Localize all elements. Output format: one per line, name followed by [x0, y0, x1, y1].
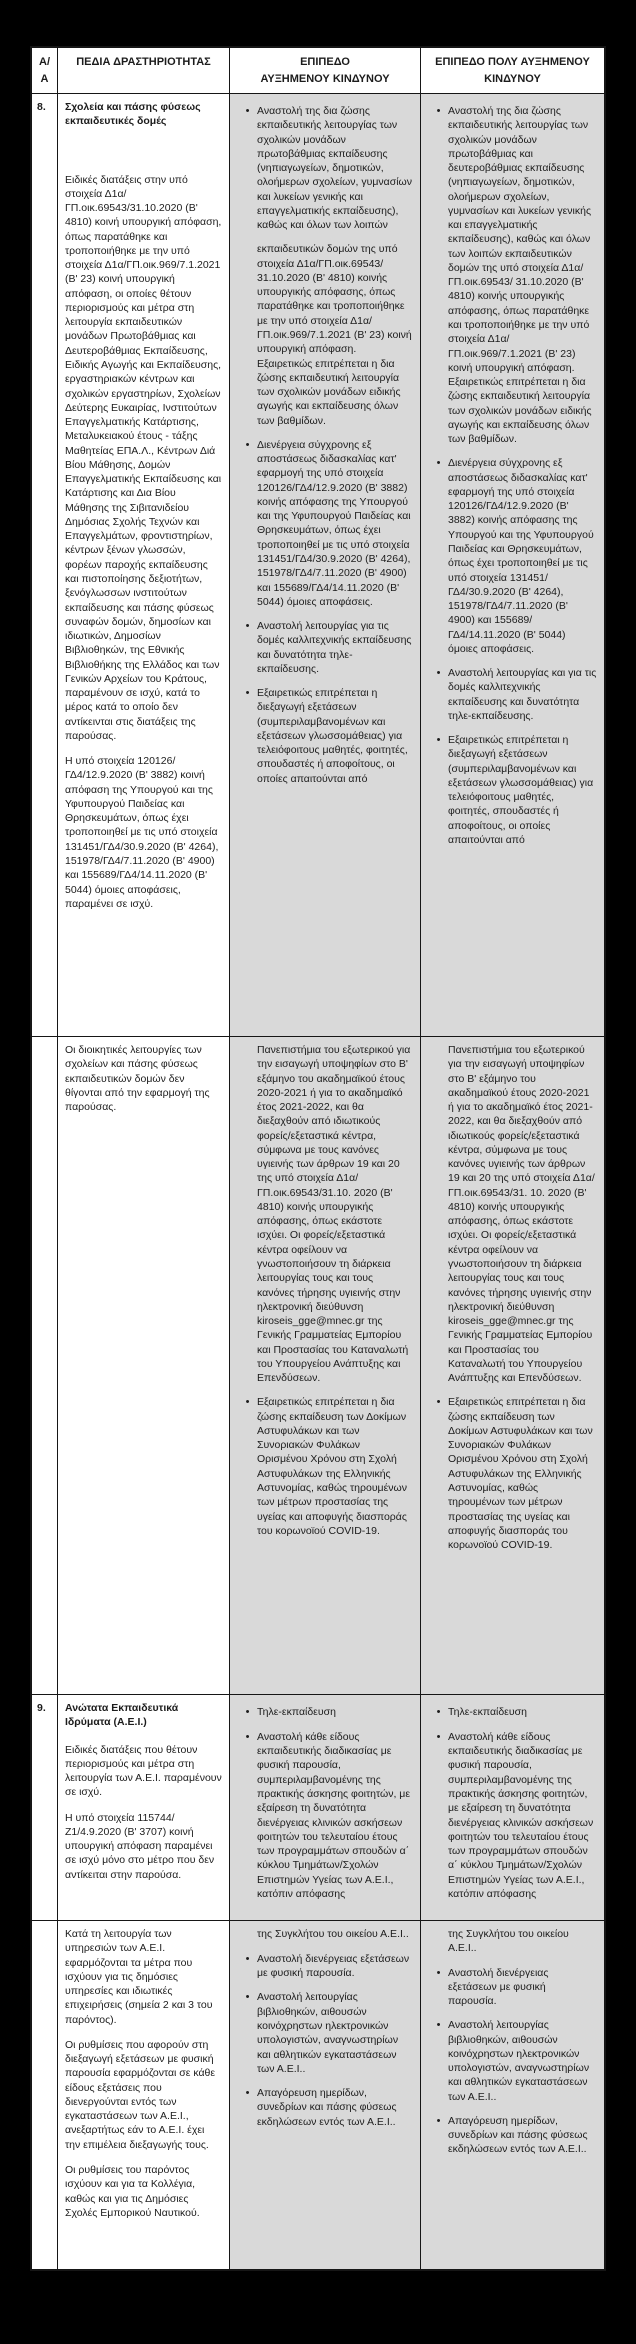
row9-sub-increased-risk-cell	[230, 1921, 421, 2269]
bullet-text: Αναστολή λειτουργίας και για τις δομές καλλιτεχνικής εκπαίδευσης και δυνατότητα τηλε-εκπαίδευσης.	[448, 667, 597, 722]
bullet-text: εκπαιδευτικών δομών της υπό στοιχεία Δ1α/ΓΠ.οικ.69543/ 31.10.2020 (Β' 4810) κοινής υπουργικής απόφασης, όπως παρατάθηκε και τροποποιήθηκε με την υπό στοιχεία Δ1α/ΓΠ.οικ.969/7.1.2021 (Β' 23) κοινή υπουργική απόφαση. Εξαιρετικώς επιτρέπεται η δια ζώσης εκπαιδευτική λειτουργία των σχολικών μονάδων ειδικής αγωγής και εκπαίδευσης όλων των βαθμίδων.	[257, 243, 412, 427]
bullet-text: Απαγόρευση ημερίδων, συνεδρίων και πάσης φύσεως εκδηλώσεων εντός των Α.Ε.Ι..	[448, 2114, 588, 2156]
bullet-item	[238, 1705, 413, 1720]
bullet-item	[429, 733, 597, 847]
bullet-item	[238, 104, 413, 232]
bullet-text: Απαγόρευση ημερίδων, συνεδρίων και πάσης φύσεως εκδηλώσεων εντός των Α.Ε.Ι..	[257, 2087, 397, 2128]
row8-very-increased-risk-cell	[421, 94, 604, 1037]
row8-sub-activity-cell	[58, 1037, 230, 1695]
row8-activity-title: Σχολεία και πάσης φύσεως εκπαιδευτικές δομές	[65, 101, 201, 128]
bullet-continuation	[238, 1043, 413, 1385]
row9-activity-cell	[58, 1695, 230, 1921]
bullet-item	[429, 104, 597, 446]
header-cell-activity-fields	[58, 48, 230, 94]
bullet-icon: •	[436, 105, 441, 117]
bullet-icon: •	[245, 2087, 250, 2100]
risk-levels-table	[30, 46, 606, 2271]
row8-number: 8.	[37, 101, 46, 113]
bullet-icon: •	[245, 438, 250, 451]
bullet-item	[429, 1966, 597, 2009]
row9-sub-activity-paragraph: Κατά τη λειτουργία των υπηρεσιών των Α.Ε.Ι. εφαρμόζονται τα μέτρα που ισχύουν για τις δημόσιες υπηρεσίες και ιδιωτικές επιχειρήσεις (σημεία 2 και 3 του παρόντος).	[65, 1928, 213, 2026]
bullet-item	[238, 619, 413, 676]
bullet-icon: •	[245, 1396, 250, 1409]
bullet-icon: •	[245, 1730, 250, 1743]
bullet-text: Πανεπιστήμια του εξωτερικού για την εισαγωγή υποψηφίων στο Β' εξάμηνο του ακαδημαϊκού έτους 2020-2021 ή για το ακαδημαϊκό έτος 2021-2022, και θα διεξαχθούν από ιδιωτικούς φορείς/εξεταστικά κέντρα, σύμφωνα με τους κανόνες υγιεινής των άρθρων 19 και 20 της υπό στοιχεία Δ1α/ΓΠ.οικ.69543/31. 10. 2020 (Β' 4810) κοινής υπουργικής απόφασης, όπως εκάστοτε ισχύει. Οι φορείς/εξεταστικά κέντρα οφείλουν να γνωστοποιήσουν τη διάρκεια λειτουργίας τους και τους κανόνες τήρησης υγιεινής στην ηλεκτρονική διεύθυνση kiroseis_gge@mnec.gr της Γενικής Γραμματείας Εμπορίου και Προστασίας του Καταναλωτή του Υπουργείου Ανάπτυξης και Επενδύσεων.	[448, 1044, 595, 1385]
bullet-icon: •	[436, 734, 441, 747]
bullet-text: Τηλε-εκπαίδευση	[257, 1706, 336, 1718]
bullet-icon: •	[245, 687, 250, 700]
header-cell-aa	[32, 48, 58, 94]
bullet-continuation	[429, 1043, 597, 1385]
bullet-icon: •	[245, 1706, 250, 1718]
bullet-text: Αναστολή κάθε είδους εκπαιδευτικής διαδικασίας με φυσική παρουσία, συμπεριλαμβανομένης της πρακτικής άσκησης φοιτητών, με εξαίρεση τη δυνατότητα διενέργειας κλινικών ασκήσεων φοιτητών του τελευταίου έτους των προγραμμάτων σπουδών α΄ κύκλου Τμημάτων/Σχολών Επιστημών Υγείας των Α.Ε.Ι., κατόπιν απόφασης	[257, 1730, 411, 1900]
bullet-text: της Συγκλήτου του οικείου Α.Ε.Ι..	[257, 1928, 409, 1940]
bullet-icon: •	[245, 620, 250, 633]
bullet-text: Εξαιρετικώς επιτρέπεται η διεξαγωγή εξετάσεων (συμπεριλαμβανομένων και εξετάσεων γλωσσομάθειας) για τελειόφοιτους μαθητές, φοιτητές, σπουδαστές ή αποφοίτους, οι οποίες απαιτούνται από	[448, 734, 594, 847]
row8-activity-cell	[58, 94, 230, 1037]
bullet-text: Πανεπιστήμια του εξωτερικού για την εισαγωγή υποψηφίων στο Β' εξάμηνο του ακαδημαϊκού έτους 2020-2021 ή για το ακαδημαϊκό έτος 2021-2022, και θα διεξαχθούν από ιδιωτικούς φορείς/εξεταστικά κέντρα, σύμφωνα με τους κανόνες υγιεινής των άρθρων 19 και 20 της υπό στοιχεία Δ1α/ΓΠ.οικ.69543/31.10. 2020 (Β' 4810) κοινής υπουργικής απόφασης, όπως εκάστοτε ισχύει. Οι φορείς/εξεταστικά κέντρα οφείλουν να γνωστοποιήσουν τη διάρκεια λειτουργίας τους και τους κανόνες τήρησης υγιεινής στην ηλεκτρονική διεύθυνση kiroseis_gge@mnec.gr της Γενικής Γραμματείας Εμπορίου και Προστασίας του Καταναλωτή του Υπουργείου Ανάπτυξης και Επενδύσεων.	[257, 1044, 411, 1385]
row9-sub-very-increased-risk-cell	[421, 1921, 604, 2269]
header-label-increased-risk-line1: ΕΠΙΠΕΔΟ	[300, 56, 350, 68]
bullet-text: Αναστολή διενέργειας εξετάσεων με φυσική παρουσία.	[257, 1952, 410, 1980]
bullet-text: Αναστολή διενέργειας εξετάσεων με φυσική παρουσία.	[448, 1966, 549, 2008]
bullet-icon: •	[436, 667, 441, 680]
bullet-text: Διενέργεια σύγχρονης εξ αποστάσεως διδασκαλίας κατ' εφαρμογή της υπό στοιχεία 120126/ΓΔ4/12.9.2020 (Β' 3882) κοινής απόφασης της Υπουργού και της Υφυπουργού Παιδείας και Θρησκευμάτων, όπως έχει τροποποιηθεί με τις υπό στοιχεία 131451/ΓΔ4/30.9.2020 (Β' 4264), 151978/ΓΔ4/7.11.2020 (Β' 4900) και 155689/ΓΔ4/14.11.2020 (Β' 5044) όμοιες αποφάσεις.	[448, 457, 594, 655]
bullet-text: Εξαιρετικώς επιτρέπεται η διεξαγωγή εξετάσεων (συμπεριλαμβανομένων και εξετάσεων γλωσσομάθειας) για τελειόφοιτους μαθητές, φοιτητές, σπουδαστές ή αποφοίτους, οι οποίες απαιτούνται από	[257, 687, 408, 785]
bullet-icon: •	[436, 1966, 441, 1979]
bullet-item	[238, 686, 413, 786]
row9-increased-risk-cell	[230, 1695, 421, 1921]
bullet-icon: •	[436, 457, 441, 470]
row8-increased-risk-cell	[230, 94, 421, 1037]
bullet-text: Αναστολή λειτουργίας για τις δομές καλλιτεχνικής εκπαίδευσης και δυνατότητα τηλε-εκπαίδευσης.	[257, 620, 412, 675]
row8-sub-increased-risk-cell	[230, 1037, 421, 1695]
bullet-icon: •	[245, 1991, 250, 2004]
header-label-very-increased-risk-line1: ΕΠΙΠΕΔΟ ΠΟΛΥ ΑΥΞΗΜΕΝΟΥ	[435, 56, 590, 68]
bullet-text: Αναστολή της δια ζώσης εκπαιδευτικής λειτουργίας των σχολικών μονάδων πρωτοβάθμιας και δευτεροβάθμιας εκπαίδευσης (νηπιαγωγείων, δημοτικών, ολοήμερων σχολείων, γυμνασίων και λυκείων γενικής και επαγγελματικής εκπαίδευσης), καθώς και όλων των λοιπών εκπαιδευτικών δομών της υπό στοιχεία Δ1α/ΓΠ.οικ.69543/ 31.10.2020 (Β' 4810) κοινής υπουργικής απόφασης, όπως παρατάθηκε και τροποποιήθηκε με την υπό στοιχεία Δ1α/ΓΠ.οικ.969/7.1.2021 (Β' 23) κοινή υπουργική απόφαση. Εξαιρετικώς επιτρέπεται η δια ζώσης εκπαιδευτική λειτουργία των σχολικών μονάδων ειδικής αγωγής και εκπαίδευσης όλων των βαθμίδων.	[448, 105, 592, 446]
bullet-item	[429, 1395, 597, 1552]
bullet-item	[429, 456, 597, 656]
bullet-icon: •	[245, 105, 250, 117]
bullet-continuation	[238, 1927, 413, 1942]
row9-sub-activity-paragraph: Οι ρυθμίσεις του παρόντος ισχύουν και για τα Κολλέγια, καθώς και για τις Δημόσιες Σχολές Εμπορικού Ναυτικού.	[65, 2163, 200, 2219]
bullet-text: Εξαιρετικώς επιτρέπεται η δια ζώσης εκπαίδευση των Δοκίμων Αστυφυλάκων και των Συνοριακών Φυλάκων Ορισμένου Χρόνου στη Σχολή Αστυφυλάκων της Ελληνικής Αστυνομίας, καθώς τηρουμένων των μέτρων προστασίας της υγείας και αποφυγής διασποράς του κορωνοϊού COVID-19.	[257, 1396, 407, 1537]
bullet-text: Αναστολή κάθε είδους εκπαιδευτικής διαδικασίας με φυσική παρουσία, συμπεριλαμβανομένης της πρακτικής άσκησης φοιτητών, με εξαίρεση τη δυνατότητα διενέργειας κλινικών ασκήσεων φοιτητών του τελευταίου έτους των προγραμμάτων σπουδών α΄ κύκλου Τμημάτων/Σχολών Επιστημών Υγείας των Α.Ε.Ι., κατόπιν απόφασης	[448, 1730, 594, 1900]
header-label-very-increased-risk-line2: ΚΙΝΔΥΝΟΥ	[484, 72, 541, 85]
row9-number-cell	[32, 1695, 58, 1921]
row8-number-cell	[32, 94, 58, 1037]
bullet-text: Διενέργεια σύγχρονης εξ αποστάσεως διδασκαλίας κατ' εφαρμογή της υπό στοιχεία 120126/ΓΔ4/12.9.2020 (Β' 3882) κοινής απόφασης της Υπουργού και της Υφυπουργού Παιδείας και Θρησκευμάτων, όπως έχει τροποποιηθεί με τις υπό στοιχεία 131451/ΓΔ4/30.9.2020 (Β' 4264), 151978/ΓΔ4/7.11.2020 (Β' 4900) και 155689/ΓΔ4/14.11.2020 (Β' 5044) όμοιες αποφάσεις.	[257, 438, 411, 608]
header-label-activity-fields: ΠΕΔΙΑ ΔΡΑΣΤΗΡΙΟΤΗΤΑΣ	[76, 56, 211, 68]
bullet-item	[429, 2114, 597, 2157]
bullet-icon: •	[436, 2019, 441, 2032]
bullet-item	[238, 1395, 413, 1538]
bullet-text: Αναστολή λειτουργίας βιβλιοθηκών, αιθουσών κοινόχρηστων ηλεκτρονικών υπολογιστών, αναγνωστηρίων και αθλητικών εγκαταστάσεων των Α.Ε.Ι..	[257, 1991, 399, 2075]
header-cell-increased-risk	[230, 48, 421, 94]
header-label-aa: Α/Α	[39, 56, 50, 85]
row9-sub-activity-paragraph: Οι ρυθμίσεις που αφορούν στη διεξαγωγή εξετάσεων με φυσική παρουσία εφαρμόζονται σε κάθε είδους εξετάσεις που διενεργούνται εντός των εγκαταστάσεων των Α.Ε.Ι., ανεξαρτήτως εάν το Α.Ε.Ι. έχει την επιμέλεια διεξαγωγής τους.	[65, 2038, 216, 2151]
bullet-icon: •	[436, 1730, 441, 1743]
row8-sub-number-cell	[32, 1037, 58, 1695]
row9-sub-number-cell	[32, 1921, 58, 2269]
row9-activity-paragraph: Η υπό στοιχεία 115744/Ζ1/4.9.2020 (Β' 3707) κοινή υπουργική απόφαση παραμένει σε ισχύ μόνο στο μέτρο που δεν αντίκειται στην παρούσα.	[65, 1811, 215, 1881]
bullet-text: Αναστολή της δια ζώσης εκπαιδευτικής λειτουργίας των σχολικών μονάδων πρωτοβάθμιας εκπαίδευσης (νηπιαγωγείων, δημοτικών, ολοήμερων σχολείων, γυμνασίων και λυκείων γενικής και επαγγελματικής εκπαίδευσης), καθώς και όλων των λοιπών	[257, 105, 412, 232]
bullet-item	[238, 438, 413, 609]
bullet-continuation	[238, 242, 413, 427]
bullet-item	[238, 2086, 413, 2129]
bullet-item	[429, 1705, 597, 1720]
bullet-icon: •	[245, 1952, 250, 1965]
bullet-item	[429, 1730, 597, 1901]
header-label-increased-risk-line2: ΑΥΞΗΜΕΝΟΥ ΚΙΝΔΥΝΟΥ	[260, 72, 390, 85]
bullet-text: Εξαιρετικώς επιτρέπεται η δια ζώσης εκπαίδευση των Δοκίμων Αστυφυλάκων και των Συνοριακών Φυλάκων Ορισμένου Χρόνου στη Σχολή Αστυφυλάκων της Ελληνικής Αστυνομίας, καθώς τηρουμένων των μέτρων προστασίας της υγείας και αποφυγής διασποράς του κορωνοϊού COVID-19.	[448, 1396, 593, 1552]
row9-sub-activity-cell	[58, 1921, 230, 2269]
bullet-item	[238, 1952, 413, 1981]
bullet-item	[429, 2018, 597, 2104]
row9-activity-paragraph: Ειδικές διατάξεις που θέτουν περιορισμούς και μέτρα στη λειτουργία των Α.Ε.Ι. παραμένουν σε ισχύ.	[65, 1743, 222, 1799]
header-cell-very-increased-risk	[421, 48, 604, 94]
bullet-text: της Συγκλήτου του οικείου Α.Ε.Ι..	[448, 1928, 569, 1955]
bullet-icon: •	[436, 1396, 441, 1409]
row9-very-increased-risk-cell	[421, 1695, 604, 1921]
bullet-text: Αναστολή λειτουργίας βιβλιοθηκών, αιθουσών κοινόχρηστων ηλεκτρονικών υπολογιστών, αναγνωστηρίων και αθλητικών εγκαταστάσεων των Α.Ε.Ι..	[448, 2019, 590, 2103]
row9-number: 9.	[37, 1702, 46, 1714]
bullet-item	[429, 666, 597, 723]
bullet-text: Τηλε-εκπαίδευση	[448, 1706, 527, 1718]
bullet-icon: •	[436, 2114, 441, 2127]
row8-sub-very-increased-risk-cell	[421, 1037, 604, 1695]
bullet-item	[238, 1730, 413, 1901]
row8-activity-paragraph: Η υπό στοιχεία 120126/ΓΔ4/12.9.2020 (Β' 3882) κοινή απόφαση της Υπουργού και της Υφυπουργού Παιδείας και Θρησκευμάτων, όπως έχει τροποποιηθεί με τις υπό στοιχεία 131451/ΓΔ4/30.9.2020 (Β' 4264), 151978/ΓΔ4/7.11.2020 (Β' 4900) και 155689/ΓΔ4/14.11.2020 (Β' 5044) όμοιες αποφάσεις, παραμένει σε ισχύ.	[65, 755, 219, 910]
row9-activity-title: Ανώτατα Εκπαιδευτικά Ιδρύματα (Α.Ε.Ι.)	[65, 1702, 179, 1729]
row8-sub-activity-paragraph: Οι διοικητικές λειτουργίες των σχολείων και πάσης φύσεως εκπαιδευτικών δομών δεν θίγονται από την εφαρμογή της παρούσας.	[65, 1044, 210, 1114]
row8-activity-paragraph: Ειδικές διατάξεις στην υπό στοιχεία Δ1α/ΓΠ.οικ.69543/31.10.2020 (Β' 4810) κοινή υπουργική απόφαση, όπως παρατάθηκε και τροποποιήθηκε με την υπό στοιχεία Δ1α/ΓΠ.οικ.969/7.1.2021 (Β' 23) κοινή υπουργική απόφαση, οι οποίες θέτουν περιορισμούς και μέτρα στη λειτουργία εκπαιδευτικών μονάδων Πρωτοβάθμιας και Δευτεροβάθμιας Εκπαίδευσης, Ειδικής Αγωγής και Εκπαίδευσης, εργαστηριακών κέντρων και σχολικών εργαστηρίων, Σχολείων Δεύτερης Ευκαιρίας, Ινστιτούτων Επαγγελματικής Κατάρτισης, Μεταλυκειακού έτους - τάξης Μαθητείας ΕΠΑ.Λ., Κέντρων Διά Βίου Μάθησης, Δομών Επαγγελματικής Εκπαίδευσης και Κατάρτισης και Δια Βίου Μάθησης της Σιβιτανιδείου Δημόσιας Σχολής Τεχνών και Επαγγελμάτων, φροντιστηρίων, κέντρων ξένων γλωσσών, φορέων παροχής εκπαίδευσης και πιστοποίησης δεξιοτήτων, ξενόγλωσσων ινστιτούτων εκπαίδευσης και πάσης φύσεως συναφών δομών, δημοσίων και ιδιωτικών, Δημοσίων Βιβλιοθηκών, της Εθνικής Βιβλιοθήκης της Ελλάδος και των Γενικών Αρχείων του Κράτους, παραμένουν σε ισχύ, κατά το μέρος κατά το οποίο δεν αντίκεινται στις διατάξεις της παρούσας.	[65, 173, 222, 742]
bullet-icon: •	[436, 1706, 441, 1718]
bullet-item	[238, 1990, 413, 2076]
bullet-continuation	[429, 1927, 597, 1956]
